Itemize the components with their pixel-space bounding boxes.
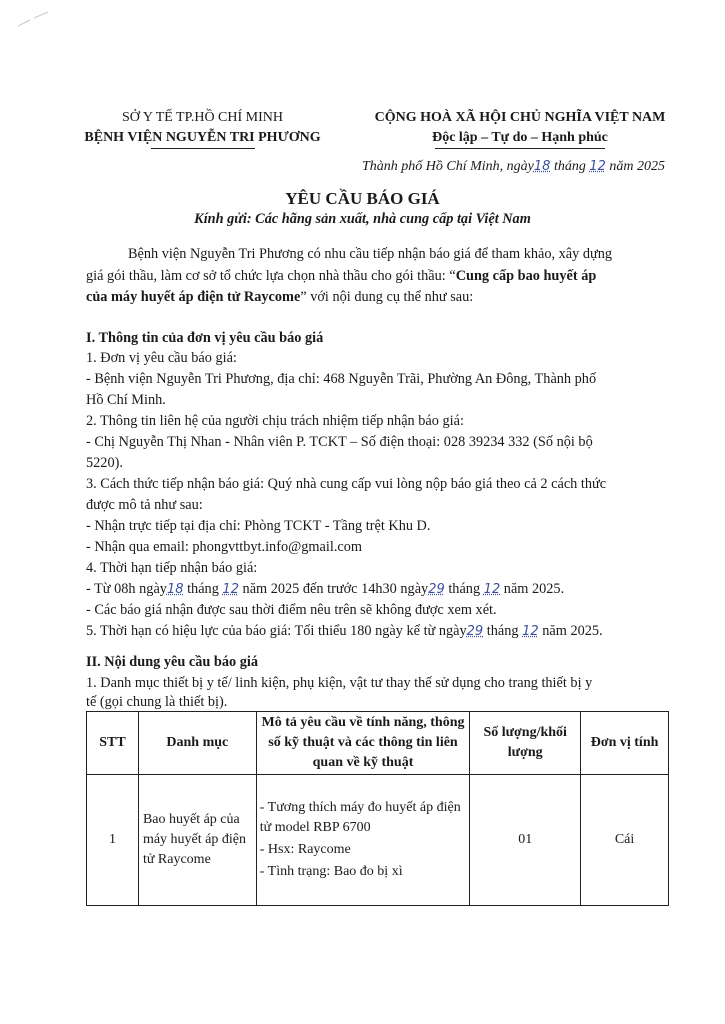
col-header-quantity: Số lượng/khối lượng: [470, 712, 581, 775]
start-month-handwritten: 12: [222, 582, 239, 597]
date-month-word: tháng: [553, 159, 586, 174]
intro-line-1: Bệnh viện Nguyễn Tri Phương có nhu cầu tiếp nhận báo giá để tham khảo, xây dựng: [128, 246, 613, 262]
motto-underline: [435, 148, 605, 149]
hospital-underline: [151, 148, 255, 149]
s1-line-1: 1. Đơn vị yêu cầu báo giá:: [86, 350, 237, 366]
table-header-row: [87, 712, 669, 775]
nation-title: CỘNG HOÀ XÃ HỘI CHỦ NGHĨA VIỆT NAM: [374, 110, 666, 125]
s1-l14-b: tháng: [486, 623, 519, 639]
s1-line-12: [86, 579, 564, 600]
s1-l12-c: năm 2025 đến trước 14h30 ngày: [242, 581, 429, 597]
s1-line-14: [86, 621, 603, 642]
spec-condition: - Tình trạng: Bao đo bị xì: [259, 864, 403, 879]
validity-day-handwritten: 29: [466, 624, 484, 639]
s1-l12-f: năm 2025.: [503, 581, 565, 597]
end-day-handwritten: 29: [428, 582, 445, 597]
cell-quantity: 01: [470, 775, 581, 906]
s1-l12-e: tháng: [448, 581, 481, 597]
s2-line-2: tế (gọi chung là thiết bị).: [86, 694, 228, 710]
col-header-unit: Đơn vị tính: [581, 712, 669, 775]
s1-l12-b: tháng: [187, 581, 219, 597]
intro-line-2-text: giá gói thầu, làm cơ sở tổ chức lựa chọn nhà thầu cho gói thầu: “: [86, 268, 456, 284]
cell-category: Bao huyết áp của máy huyết áp điện tử Raycome: [138, 775, 256, 906]
end-month-handwritten: 12: [483, 582, 501, 597]
department-line: SỞ Y TẾ TP.HỒ CHÍ MINH: [121, 110, 283, 125]
cell-description: [256, 775, 470, 906]
s1-line-10: - Nhận qua email: phongvttbyt.info@gmail.com: [86, 539, 363, 555]
hospital-name: BỆNH VIỆN NGUYỄN TRI PHƯƠNG: [84, 130, 321, 145]
intro-line-3-text: ” với nội dung cụ thể như sau:: [300, 289, 474, 305]
s1-line-7: 3. Cách thức tiếp nhận báo giá: Quý nhà cung cấp vui lòng nộp báo giá theo cả 2 cách thức: [86, 476, 607, 492]
equipment-table: [86, 711, 669, 906]
s1-l14-a: 5. Thời hạn có hiệu lực của báo giá: Tối thiểu 180 ngày kể từ ngày: [86, 623, 467, 639]
spec-manufacturer: - Hsx: Raycome: [259, 842, 351, 857]
s1-l14-c: năm 2025.: [542, 623, 603, 639]
spec-compatibility: - Tương thích máy đo huyết áp điện tử model RBP 6700: [259, 800, 461, 835]
s1-line-2: - Bệnh viện Nguyễn Tri Phương, địa chỉ: 468 Nguyễn Trãi, Phường An Đông, Thành phố: [86, 371, 597, 387]
intro-line-2: [86, 266, 596, 286]
s1-line-8: được mô tả như sau:: [86, 497, 203, 513]
recipient-line: Kính gửi: Các hãng sản xuất, nhà cung cấp tại Việt Nam: [194, 211, 531, 227]
section-2-heading: II. Nội dung yêu cầu báo giá: [86, 654, 259, 670]
s1-line-6: 5220).: [86, 455, 123, 471]
document-title: YÊU CẦU BÁO GIÁ: [285, 189, 440, 208]
date-prefix: Thành phố Hồ Chí Minh, ngày: [362, 159, 534, 174]
col-header-description: Mô tả yêu cầu về tính năng, thông số kỹ thuật và các thông tin liên quan về kỹ thuật: [256, 712, 470, 775]
header-right: [355, 108, 685, 149]
scan-mark: [14, 10, 54, 30]
table-row: [87, 775, 669, 906]
validity-month-handwritten: 12: [522, 624, 539, 639]
start-day-handwritten: 18: [166, 582, 184, 597]
package-name-part-2: của máy huyết áp điện tử Raycome: [86, 289, 301, 305]
date-line: [362, 157, 665, 177]
col-header-category: Danh mục: [138, 712, 256, 775]
date-month-handwritten: 12: [589, 159, 606, 174]
s1-l12-a: - Từ 08h ngày: [86, 581, 167, 597]
date-day-handwritten: 18: [533, 159, 551, 174]
section-1-heading: I. Thông tin của đơn vị yêu cầu báo giá: [86, 330, 324, 346]
motto: Độc lập – Tự do – Hạnh phúc: [432, 130, 608, 145]
s1-line-9: - Nhận trực tiếp tại địa chỉ: Phòng TCKT - Tầng trệt Khu D.: [86, 518, 431, 534]
cell-unit: Cái: [581, 775, 669, 906]
s1-line-11: 4. Thời hạn tiếp nhận báo giá:: [86, 560, 258, 576]
package-name-part-1: Cung cấp bao huyết áp: [455, 268, 597, 284]
s1-line-13: - Các báo giá nhận được sau thời điểm nêu trên sẽ không được xem xét.: [86, 602, 497, 618]
date-suffix: năm 2025: [609, 159, 665, 174]
s1-line-4: 2. Thông tin liên hệ của người chịu trách nhiệm tiếp nhận báo giá:: [86, 413, 464, 429]
s1-line-5: - Chị Nguyễn Thị Nhan - Nhân viên P. TCKT – Số điện thoại: 028 39234 332 (Số nội bộ: [86, 434, 593, 450]
s2-line-1: 1. Danh mục thiết bị y tế/ linh kiện, phụ kiện, vật tư thay thế sử dụng cho trang thiết bị y: [86, 675, 593, 691]
header-left: [70, 108, 335, 149]
col-header-stt: STT: [87, 712, 139, 775]
cell-stt: 1: [87, 775, 139, 906]
intro-line-3: [86, 287, 473, 307]
s1-line-3: Hồ Chí Minh.: [86, 392, 166, 408]
